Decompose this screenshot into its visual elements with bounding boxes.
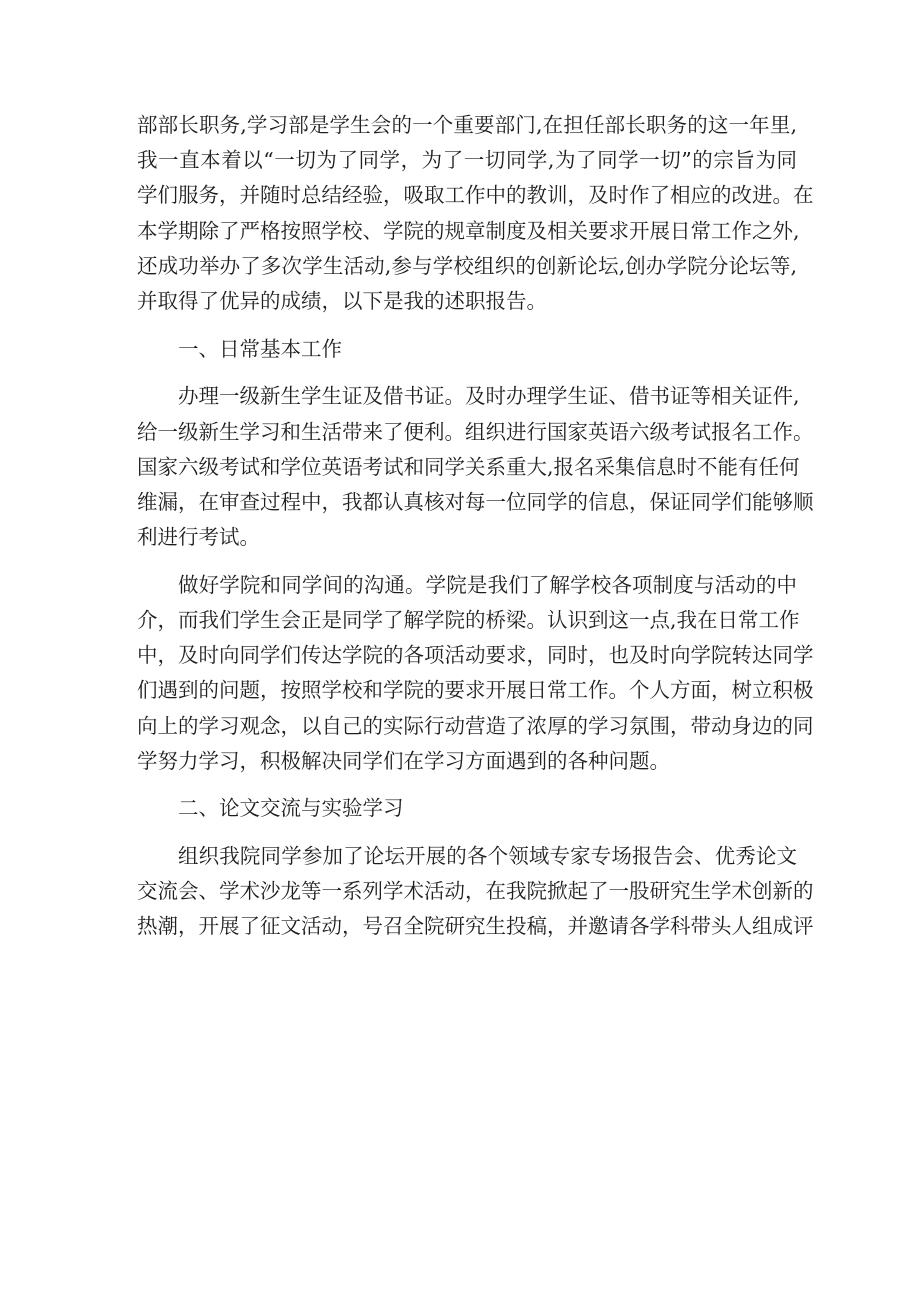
paragraph	[137, 379, 814, 555]
paragraph	[137, 839, 814, 945]
text-line: 向上的学习观念，以自己的实际行动营造了浓厚的学习氛围，带动身边的同	[137, 713, 814, 738]
text-line: 本学期除了严格按照学校、学院的规章制度及相关要求开展日常工作之外,	[137, 218, 800, 243]
text-line: 国家六级考试和学位英语考试和同学关系重大,报名采集信息时不能有任何	[137, 454, 800, 479]
text-line: 介，而我们学生会正是同学了解学院的桥梁。认识到这一点,我在日常工作	[137, 607, 800, 632]
paragraph	[137, 108, 814, 319]
document-body	[137, 108, 814, 945]
text-line: 我一直本着以“一切为了同学，为了一切同学,为了同学一切”的宗旨为同	[137, 148, 797, 173]
text-line: 学努力学习，积极解决同学们在学习方面遇到的各种问题。	[137, 748, 670, 773]
text-line: 做好学院和同学间的沟通。学院是我们了解学校各项制度与活动的中	[178, 572, 797, 597]
text-line: 利进行考试。	[137, 525, 260, 550]
section-heading: 一、日常基本工作	[178, 336, 342, 361]
section-heading: 二、论文交流与实验学习	[178, 796, 404, 821]
text-line: 并取得了优异的成绩，以下是我的述职报告。	[137, 288, 547, 313]
text-line: 部部长职务,学习部是学生会的一个重要部门,在担任部长职务的这一年里,	[137, 113, 797, 137]
text-line: 组织我院同学参加了论坛开展的各个领域专家专场报告会、优秀论文	[178, 844, 797, 869]
text-line: 学们服务，并随时总结经验，吸取工作中的教训，及时作了相应的改进。在	[137, 183, 814, 208]
text-line: 们遇到的问题，按照学校和学院的要求开展日常工作。个人方面，树立积极	[137, 678, 814, 703]
text-line: 还成功举办了多次学生活动,参与学校组织的创新论坛,创办学院分论坛等,	[137, 253, 797, 278]
text-line: 给一级新生学习和生活带来了便利。组织进行国家英语六级考试报名工作。	[137, 419, 814, 444]
paragraph	[137, 568, 814, 779]
text-line: 办理一级新生学生证及借书证。及时办理学生证、借书证等相关证件,	[178, 384, 800, 409]
text-line: 热潮，开展了征文活动，号召全院研究生投稿，并邀请各学科带头人组成评	[137, 914, 814, 939]
text-line: 中，及时向同学们传达学院的各项活动要求，同时，也及时向学院转达同学	[137, 643, 814, 668]
text-line: 维漏，在审查过程中，我都认真核对每一位同学的信息，保证同学们能够顺	[137, 489, 814, 514]
text-line: 交流会、学术沙龙等一系列学术活动，在我院掀起了一股研究生学术创新的	[137, 879, 814, 904]
